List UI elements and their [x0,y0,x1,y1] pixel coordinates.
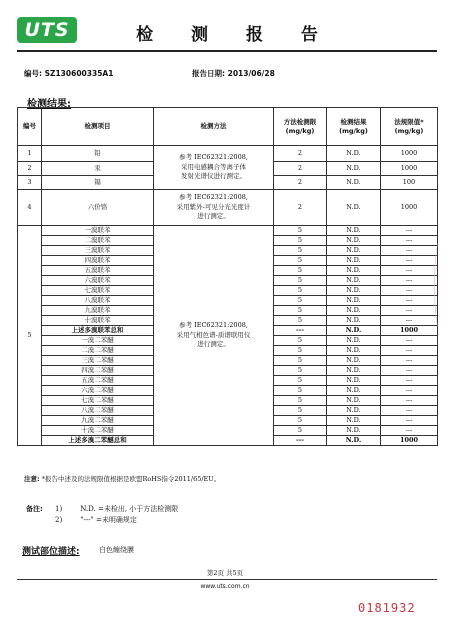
cell-item: 十溴联苯 [42,316,154,326]
uts-logo: UTS [17,17,77,43]
table-row [18,190,438,226]
cell-result: N.D. [327,426,381,436]
cell-mdl: 2 [274,176,327,190]
cell-result: N.D. [327,436,381,446]
header-rule [17,50,437,52]
cell-result: N.D. [327,396,381,406]
cell-result: N.D. [327,416,381,426]
cell-item: 汞 [42,162,154,176]
cell-mdl: 5 [274,416,327,426]
remark-text: N.D. =未检出, 小于方法检测限 [80,505,179,513]
cell-no: 2 [18,162,42,176]
cell-item: 五溴联苯 [42,266,154,276]
report-date [192,68,275,79]
report-date-value: 2013/06/28 [227,69,275,78]
cell-limit: --- [381,256,438,266]
cell-limit: --- [381,396,438,406]
cell-item: 九溴联苯 [42,306,154,316]
header-result: 检测结果 (mg/kg) [327,108,381,146]
cell-item: 上述多溴二苯醚总和 [42,436,154,446]
cell-limit: --- [381,246,438,256]
cell-limit: --- [381,296,438,306]
cell-limit: 1000 [381,326,438,336]
cell-mdl: 5 [274,296,327,306]
cell-result: N.D. [327,336,381,346]
cell-item: 三溴联苯 [42,246,154,256]
cell-mdl: 5 [274,306,327,316]
cell-result: N.D. [327,286,381,296]
cell-item: 八溴二苯醚 [42,406,154,416]
cell-mdl: 2 [274,190,327,226]
cell-result: N.D. [327,326,381,336]
cell-limit: --- [381,226,438,236]
note [24,474,220,483]
remark-number: 2) [55,516,63,524]
cell-limit: 1000 [381,190,438,226]
cell-mdl: --- [274,436,327,446]
report-number-value: SZ130600335A1 [44,69,114,78]
cell-limit: --- [381,426,438,436]
cell-method: 参考 IEC62321:2008, 采用电感耦合等离子体 发射光谱仪进行测定。 [154,146,274,190]
note-label: 注意: [24,475,40,483]
group5-body [18,226,438,446]
cell-mdl: 5 [274,406,327,416]
cell-result: N.D. [327,226,381,236]
report-number-label: 编号: [24,69,42,78]
table-header-row [18,108,438,146]
cell-mdl: 5 [274,236,327,246]
cell-item: 七溴联苯 [42,286,154,296]
note-text: *报告中述及的法规限值根据是欧盟RoHS指令2011/65/EU。 [41,475,221,483]
cell-mdl: 5 [274,246,327,256]
cell-item: 铅 [42,146,154,162]
cell-item: 九溴二苯醚 [42,416,154,426]
results-table [17,107,438,446]
test-part-value: 白色缠绕膜 [99,546,134,554]
remark-item [55,515,137,525]
report-date-label: 报告日期: [192,69,225,78]
document-title: 检 测 报 告 [136,25,334,45]
cell-limit: --- [381,276,438,286]
cell-mdl: 2 [274,162,327,176]
cell-item: 六溴联苯 [42,276,154,286]
cell-mdl: 5 [274,386,327,396]
cell-limit: --- [381,316,438,326]
cell-no: 5 [18,226,42,446]
cell-result: N.D. [327,190,381,226]
cell-item: 镉 [42,176,154,190]
cell-mdl: 5 [274,266,327,276]
cell-limit: --- [381,366,438,376]
cell-result: N.D. [327,376,381,386]
cell-item: 十溴二苯醚 [42,426,154,436]
cell-mdl: 5 [274,256,327,266]
cell-limit: 100 [381,176,438,190]
header-no: 编号 [18,108,42,146]
cell-result: N.D. [327,346,381,356]
cell-mdl: 5 [274,376,327,386]
page-number: 第2页 共5页 [206,569,244,577]
cell-limit: --- [381,266,438,276]
cell-mdl: 5 [274,396,327,406]
cell-mdl: 5 [274,366,327,376]
cell-mdl: 5 [274,286,327,296]
cell-item: 七溴二苯醚 [42,396,154,406]
cell-result: N.D. [327,146,381,162]
cell-item: 二溴二苯醚 [42,346,154,356]
cell-item: 一溴二苯醚 [42,336,154,346]
cell-item: 一溴联苯 [42,226,154,236]
footer-url: www.uts.com.cn [200,583,250,590]
cell-no: 3 [18,176,42,190]
cell-result: N.D. [327,246,381,256]
report-number [24,68,113,79]
cell-result: N.D. [327,276,381,286]
cell-result: N.D. [327,162,381,176]
cell-no: 4 [18,190,42,226]
cell-mdl: 5 [274,226,327,236]
header-method: 检测方法 [154,108,274,146]
cell-method: 参考 IEC62321:2008, 采用紫外-可见分光光度计 进行测定。 [154,190,274,226]
remark-number: 1) [55,505,63,513]
cell-result: N.D. [327,176,381,190]
test-part-label: 测试部位描述: [22,547,80,557]
cell-item: 六溴二苯醚 [42,386,154,396]
cell-limit: 1000 [381,162,438,176]
header-limit: 法规限值* (mg/kg) [381,108,438,146]
section-title: 检测结果: [27,99,71,110]
cell-result: N.D. [327,296,381,306]
cell-limit: --- [381,356,438,366]
cell-result: N.D. [327,236,381,246]
cell-item: 二溴联苯 [42,236,154,246]
cell-limit: --- [381,236,438,246]
cell-mdl: 5 [274,336,327,346]
cell-limit: 1000 [381,146,438,162]
cell-limit: --- [381,416,438,426]
cell-limit: --- [381,306,438,316]
cell-method: 参考 IEC62321:2008, 采用气相色谱-质谱联用仪 进行测定。 [154,226,274,446]
cell-limit: --- [381,386,438,396]
cell-mdl: 5 [274,356,327,366]
cell-result: N.D. [327,356,381,366]
cell-item: 四溴联苯 [42,256,154,266]
cell-mdl: 5 [274,276,327,286]
cell-limit: --- [381,376,438,386]
table-row [18,226,438,236]
cell-result: N.D. [327,306,381,316]
cell-mdl: 5 [274,426,327,436]
cell-item: 三溴二苯醚 [42,356,154,366]
serial-number: 0181932 [358,601,416,615]
table-row [18,146,438,162]
footer-rule [17,579,437,580]
header-item: 检测项目 [42,108,154,146]
cell-result: N.D. [327,366,381,376]
remark-item [55,504,178,514]
cell-item: 八溴联苯 [42,296,154,306]
cell-result: N.D. [327,406,381,416]
cell-limit: --- [381,286,438,296]
cell-mdl: 5 [274,316,327,326]
remark-text: "---" =未明确规定 [80,516,137,524]
cell-mdl: 5 [274,346,327,356]
cell-item: 五溴二苯醚 [42,376,154,386]
cell-item: 四溴二苯醚 [42,366,154,376]
cell-limit: --- [381,346,438,356]
stamp-mark [434,240,446,330]
cell-result: N.D. [327,256,381,266]
cell-result: N.D. [327,266,381,276]
cell-no: 1 [18,146,42,162]
cell-item: 上述多溴联苯总和 [42,326,154,336]
cell-result: N.D. [327,316,381,326]
cell-result: N.D. [327,386,381,396]
cell-limit: --- [381,406,438,416]
cell-mdl: --- [274,326,327,336]
cell-mdl: 2 [274,146,327,162]
cell-limit: --- [381,336,438,346]
header-mdl: 方法检测限 (mg/kg) [274,108,327,146]
remarks-label: 备注: [26,505,43,513]
cell-item: 六价铬 [42,190,154,226]
cell-limit: 1000 [381,436,438,446]
